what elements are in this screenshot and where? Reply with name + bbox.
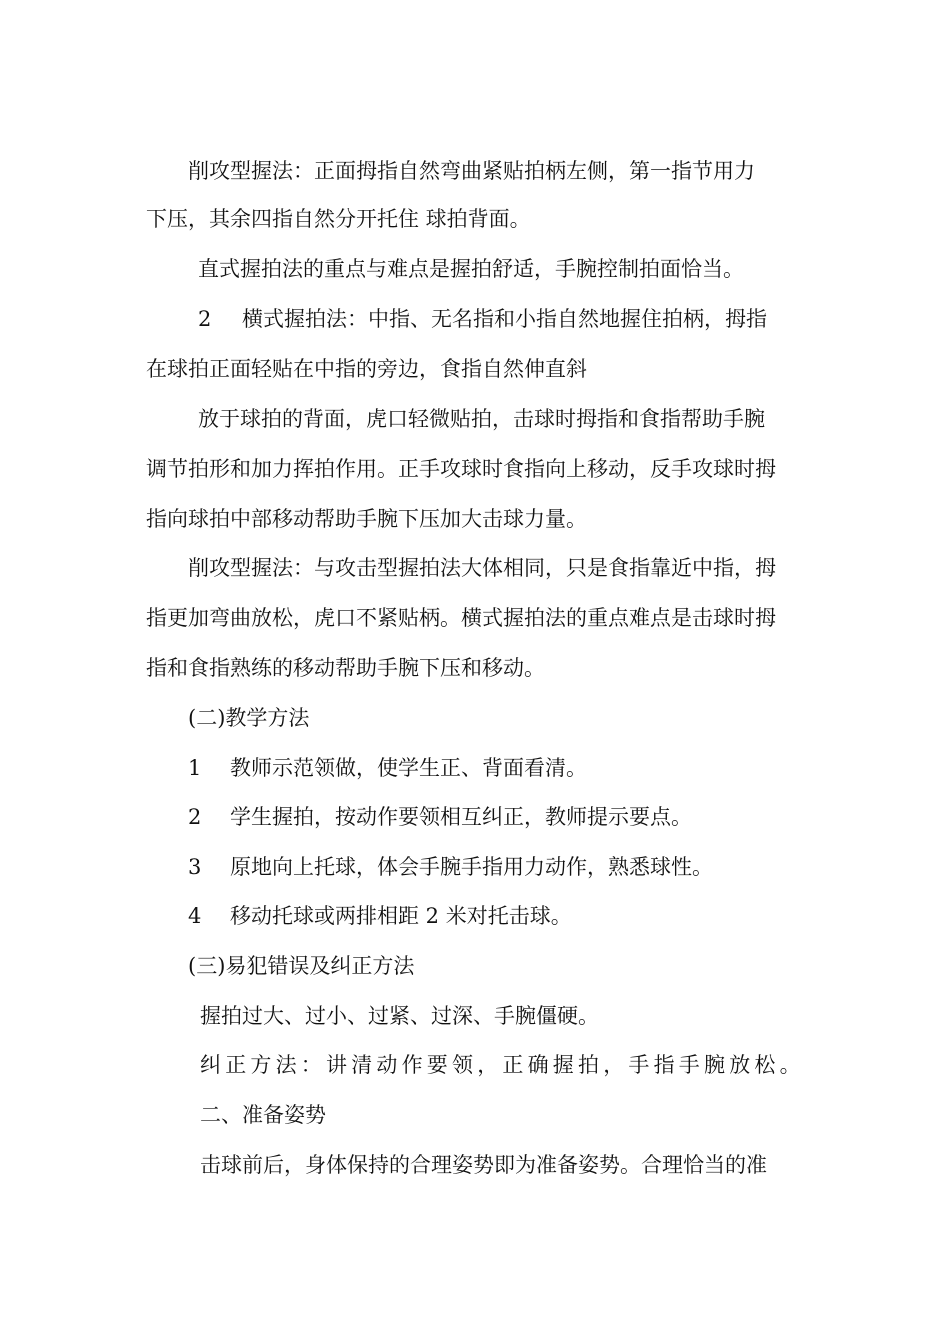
- list-item: [188, 852, 713, 882]
- list-item: [188, 802, 692, 832]
- list-number: 1: [188, 756, 202, 780]
- section-heading: 二、准备姿势: [200, 1103, 326, 1127]
- paragraph-line: 指和食指熟练的移动帮助手腕下压和移动。: [146, 656, 545, 680]
- list-item: [188, 753, 587, 783]
- section-heading: (三)易犯错误及纠正方法: [188, 954, 415, 978]
- paragraph-line: 纠正方法：讲清动作要领，正确握拍，手指手腕放松。: [200, 1053, 805, 1077]
- paragraph-line: 放于球拍的背面，虎口轻微贴拍，击球时拇指和食指帮助手腕: [198, 407, 765, 431]
- list-item-text: 教师示范领做，使学生正、背面看清。: [230, 756, 587, 780]
- paragraph-line: 调节拍形和加力挥拍作用。正手攻球时食指向上移动，反手攻球时拇: [146, 457, 776, 481]
- list-item-text: 移动托球或两排相距 2 米对托击球。: [230, 904, 572, 928]
- paragraph-line: [198, 304, 767, 334]
- paragraph-line: 削攻型握法：与攻击型握拍法大体相同，只是食指靠近中指，拇: [188, 556, 776, 580]
- list-number: 4: [188, 904, 202, 928]
- list-item-text: 学生握拍，按动作要领相互纠正，教师提示要点。: [230, 805, 692, 829]
- paragraph-line: 指更加弯曲放松，虎口不紧贴柄。横式握拍法的重点难点是击球时拇: [146, 606, 776, 630]
- paragraph-line: 击球前后，身体保持的合理姿势即为准备姿势。合理恰当的准: [200, 1153, 767, 1177]
- paragraph-line: 直式握拍法的重点与难点是握拍舒适，手腕控制拍面恰当。: [198, 257, 744, 281]
- paragraph-line: 下压，其余四指自然分开托住 球拍背面。: [146, 207, 531, 231]
- paragraph-line: 在球拍正面轻贴在中指的旁边，食指自然伸直斜: [146, 357, 587, 381]
- section-heading: (二)教学方法: [188, 706, 310, 730]
- paragraph-line: 指向球拍中部移动帮助手腕下压加大击球力量。: [146, 507, 587, 531]
- list-number: 3: [188, 855, 202, 879]
- paragraph-line: 削攻型握法：正面拇指自然弯曲紧贴拍柄左侧，第一指节用力: [188, 159, 755, 183]
- list-item-text: 原地向上托球，体会手腕手指用力动作，熟悉球性。: [230, 855, 713, 879]
- list-number: 2: [188, 805, 202, 829]
- list-item: [188, 901, 572, 931]
- list-number: 2: [198, 307, 212, 331]
- paragraph-line: 握拍过大、过小、过紧、过深、手腕僵硬。: [200, 1004, 599, 1028]
- paragraph-text: 横式握拍法：中指、无名指和小指自然地握住拍柄，拇指: [242, 307, 767, 331]
